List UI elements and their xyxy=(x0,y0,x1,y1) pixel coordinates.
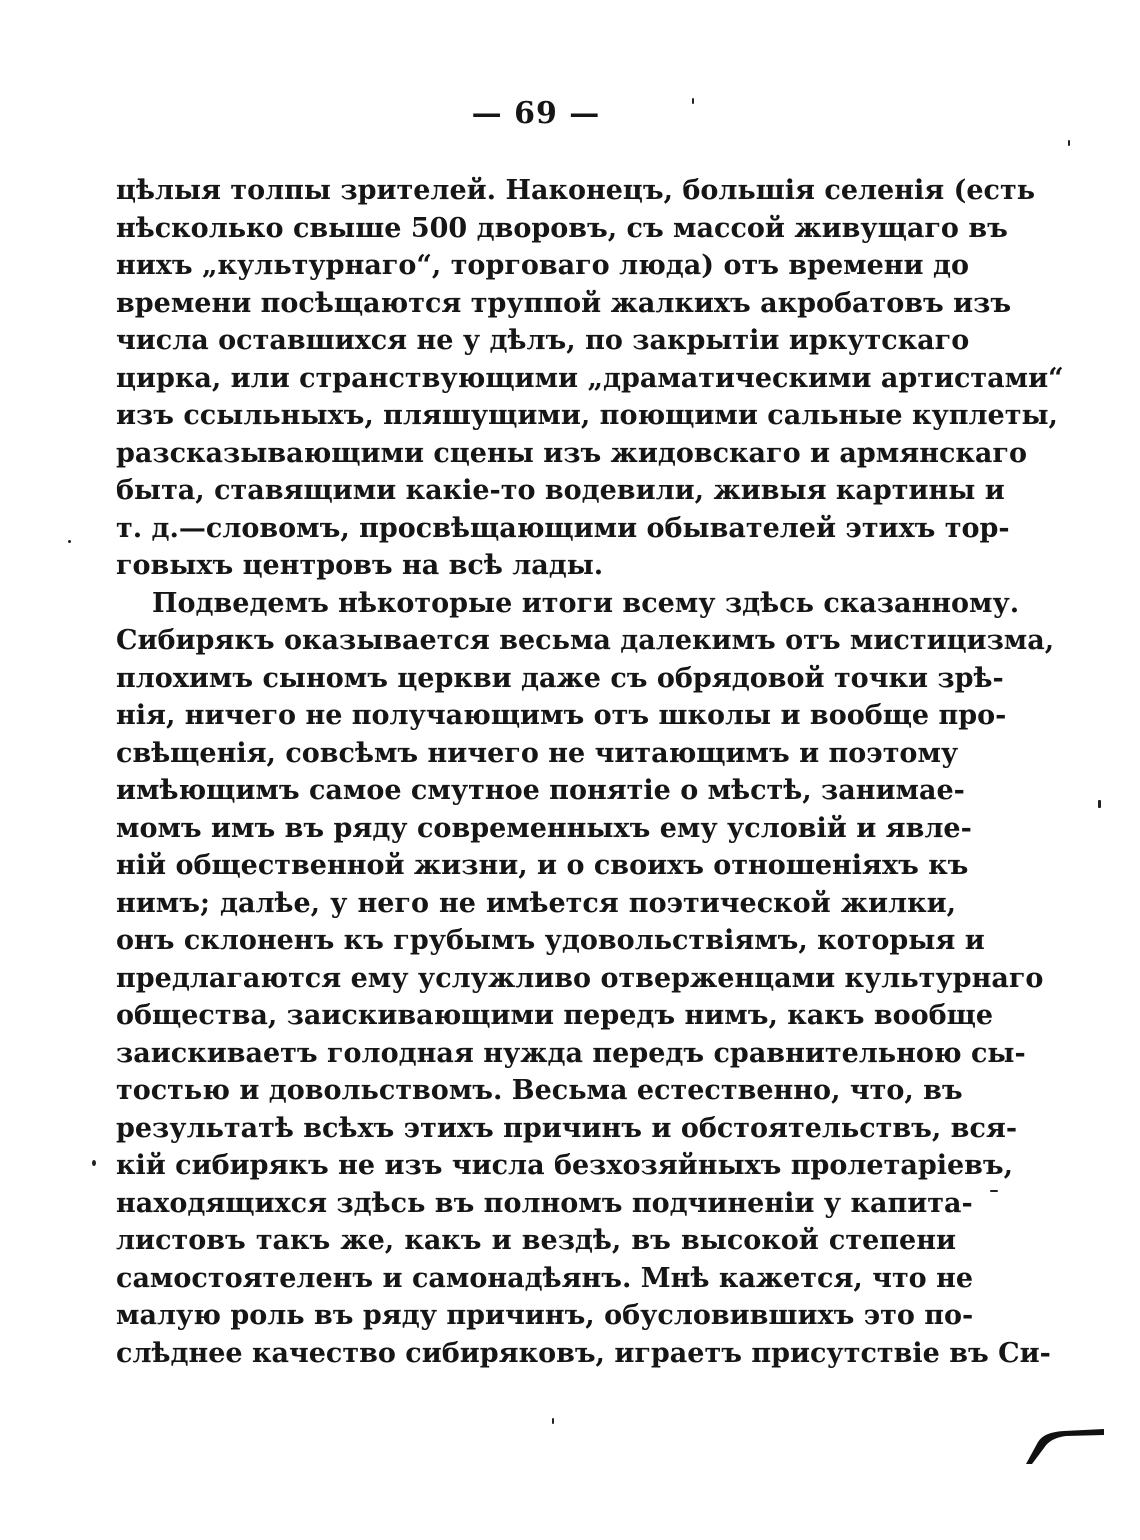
text-line: самостоятеленъ и самонадѣянъ. Мнѣ кажется, что не xyxy=(116,1262,974,1294)
text-line: плохимъ сыномъ церкви даже съ обрядовой точки зрѣ- xyxy=(116,662,1004,694)
text-line: слѣднее качество сибиряковъ, играетъ присутствіе въ Си- xyxy=(116,1337,1051,1369)
text-line: разсказывающими сцены изъ жидовскаго и армянскаго xyxy=(116,437,1027,469)
page-corner-mark xyxy=(1024,1426,1108,1466)
scan-speck xyxy=(692,98,694,104)
text-line: времени посѣщаются труппой жалкихъ акробатовъ изъ xyxy=(116,287,1012,319)
text-line: имѣющимъ самое смутное понятіе о мѣстѣ, занимае- xyxy=(116,775,965,806)
text-line: предлагаются ему услужливо отверженцами культурнаго xyxy=(116,962,1044,994)
scan-speck xyxy=(1068,140,1070,146)
text-line: листовъ такъ же, какъ и вездѣ, въ высокой степени xyxy=(116,1225,956,1256)
scan-speck xyxy=(1098,800,1101,808)
text-line: Сибирякъ оказывается весьма далекимъ отъ мистицизма, xyxy=(116,625,1055,656)
text-line: малую роль въ ряду причинъ, обусловившихъ это по- xyxy=(116,1300,974,1331)
text-line: момъ имъ въ ряду современныхъ ему условій и явле- xyxy=(116,812,972,844)
scan-speck xyxy=(552,1418,554,1424)
text-line: онъ склоненъ къ грубымъ удовольствіямъ, которыя и xyxy=(116,925,985,956)
scan-speck xyxy=(92,1160,96,1166)
page-number: — 69 — xyxy=(471,96,601,131)
text-line: кій сибирякъ не изъ числа безхозяйныхъ пролетаріевъ, xyxy=(116,1150,1014,1181)
text-line: быта, ставящими какіе-то водевили, живыя картины и xyxy=(116,475,1005,506)
text-line: ній общественной жизни, и о своихъ отношеніяхъ къ xyxy=(116,850,969,881)
text-line: общества, заискивающими передъ нимъ, какъ вообще xyxy=(116,1000,994,1031)
text-line: тостью и довольствомъ. Весьма естественно, что, въ xyxy=(116,1075,963,1106)
text-line: результатѣ всѣхъ этихъ причинъ и обстоятельствъ, вся- xyxy=(116,1112,1018,1144)
paragraph-1 xyxy=(116,172,1064,585)
text-line: нимъ; далѣе, у него не имѣется поэтической жилки, xyxy=(116,887,956,919)
text-line: говыхъ центровъ на всѣ лады. xyxy=(116,550,604,581)
text-line: цирка, или странствующими „драматическими артистами“ xyxy=(116,362,1064,394)
scan-speck xyxy=(990,1190,998,1192)
text-line: нѣсколько свыше 500 дворовъ, съ массой живущаго въ xyxy=(116,212,1008,244)
scan-speck xyxy=(68,540,71,543)
text-line: Подведемъ нѣкоторые итоги всему здѣсь сказанному. xyxy=(152,587,1020,619)
text-line: находящихся здѣсь въ полномъ подчиненіи у капита- xyxy=(116,1187,973,1219)
text-line: нія, ничего не получающимъ отъ школы и вообще про- xyxy=(116,700,1007,731)
text-line: цѣлыя толпы зрителей. Наконецъ, большія селенія (есть xyxy=(116,175,1036,206)
paragraph-2 xyxy=(116,585,1055,1373)
text-line: свѣщенія, совсѣмъ ничего не читающимъ и поэтому xyxy=(116,737,959,769)
body-text xyxy=(116,172,1064,1372)
text-line: т. д.—словомъ, просвѣщающими обывателей этихъ тор- xyxy=(116,512,1010,544)
text-line: нихъ „культурнаго“, торговаго люда) отъ времени до xyxy=(116,250,969,281)
text-line: числа оставшихся не у дѣлъ, по закрытіи иркутскаго xyxy=(116,325,970,356)
text-line: изъ ссыльныхъ, пляшущими, поющими сальные куплеты, xyxy=(116,400,1058,431)
text-line: заискиваетъ голодная нужда передъ сравнительною сы- xyxy=(116,1037,1026,1069)
